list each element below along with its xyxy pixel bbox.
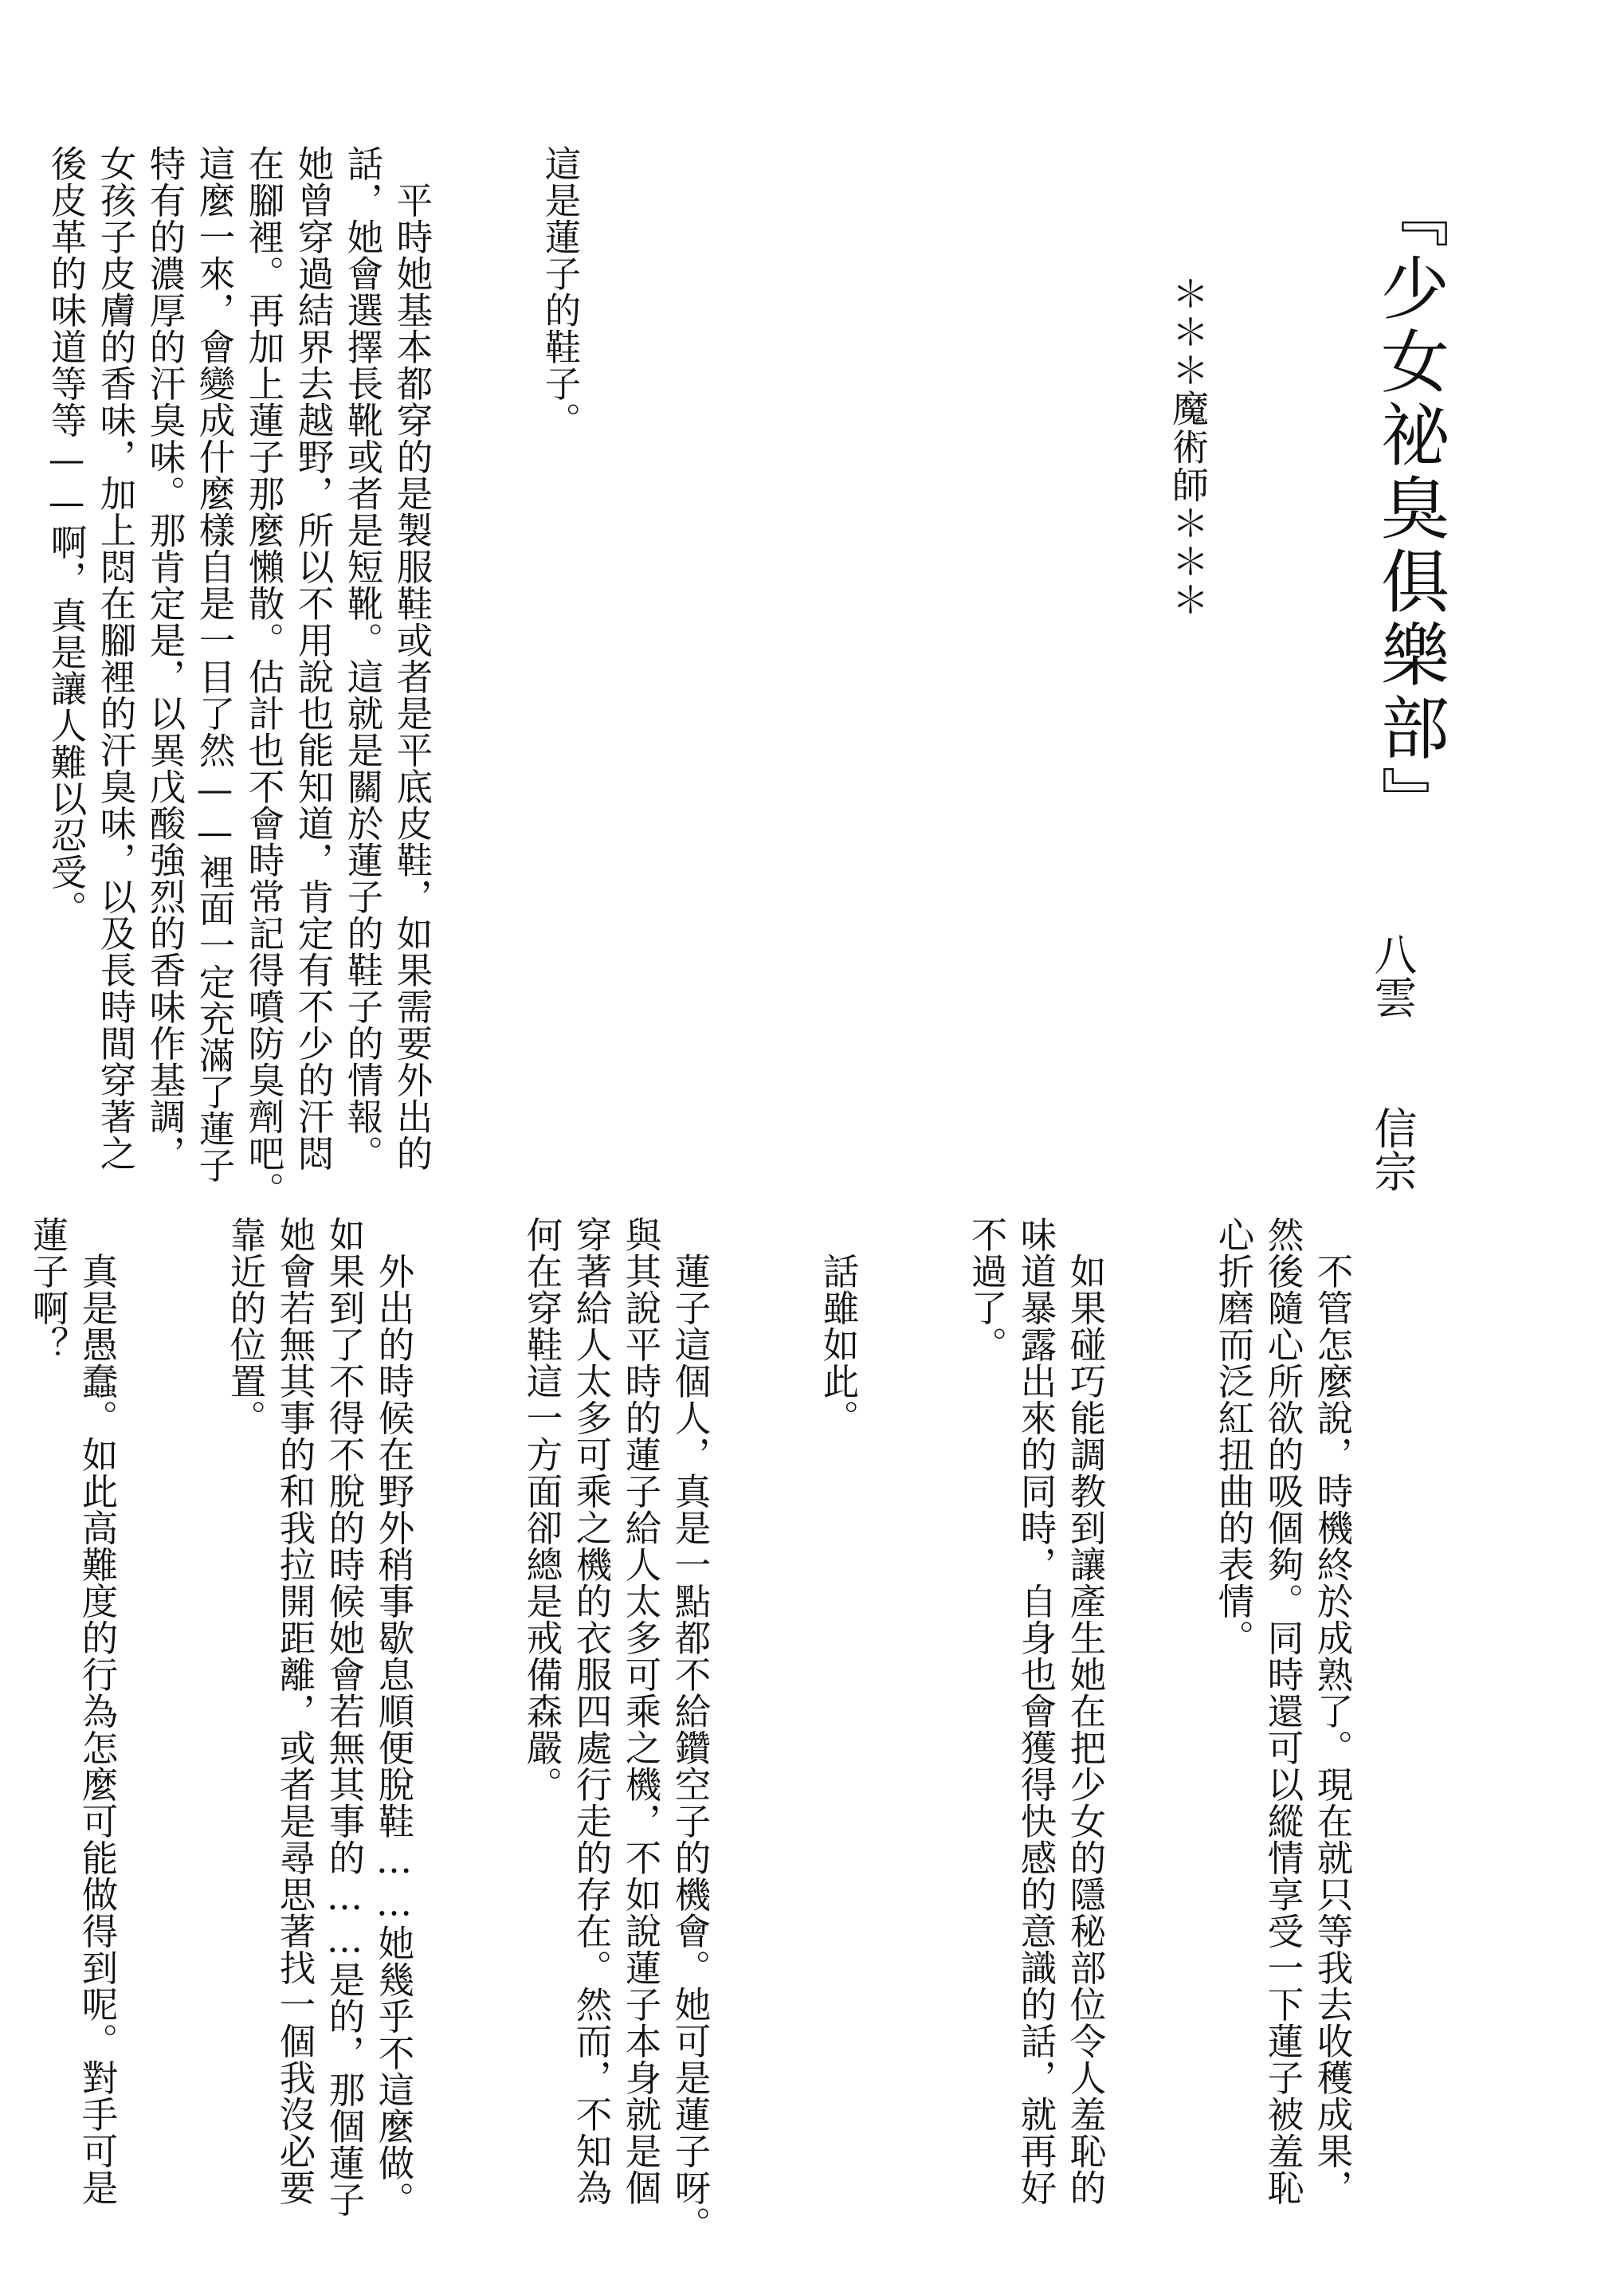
- paragraph: 話雖如此。: [818, 1216, 860, 1436]
- body-column-bottom: [0, 1216, 1456, 2242]
- author-given-name: 信宗: [1367, 1106, 1418, 1192]
- paragraph: 平時她基本都穿的是製服鞋或者是平底皮鞋，如果需要外出的 話，她會選擇長靴或者是短靴。這就是關於蓮子的鞋子的情報。 她曾穿過結界去越野，所以不用說也能知道，肯定有不少的汗悶 在腳裡。再加上蓮子那麼懶散。估計也不會時常記得噴防臭劑吧。 這麼一來，會變成什麼樣自是一目了然——裡面一定充滿了蓮子 特有的濃厚的汗臭味。那肯定是，以異戊酸強烈的香味作基調， 女孩子皮膚的香味，加上悶在腳裡的汗臭味，以及長時間穿著之 後皮革的味道等等——啊，真是讓人難以忍受。: [45, 145, 433, 1208]
- paragraph: 真是愚蠢。如此高難度的行為怎麼可能做得到呢。對手可是 蓮子啊？: [27, 1216, 119, 2206]
- body-column-top: [0, 145, 684, 1208]
- paragraph: 這是蓮子的鞋子。: [539, 145, 582, 438]
- paragraph: 不管怎麼說，時機終於成熟了。現在就只等我去收穫成果， 然後隨心所欲的吸個夠。同時還可以縱情享受一下蓮子被羞恥 心折磨而泛紅扭曲的表情。: [1213, 1216, 1354, 2206]
- author-handle-heading: ＊＊＊魔術師＊＊＊: [1167, 275, 1210, 619]
- author-surname: 八雲: [1367, 932, 1418, 1018]
- author-name: [1367, 932, 1418, 1192]
- paragraph: 如果碰巧能調教到讓產生她在把少女的隱秘部位令人羞恥的 味道暴露出來的同時，自身也會獲得快感的意識的話，就再好 不過了。: [966, 1216, 1107, 2206]
- paragraph: 外出的時候在野外稍事歇息順便脫鞋……她幾乎不這麼做。 如果到了不得不脫的時候她會若無其事的……是的，那個蓮子 她會若無其事的和我拉開距離，或者是尋思著找一個我沒必要 靠近的位置。: [225, 1216, 415, 2218]
- paragraph: 蓮子這個人，真是一點都不給鑽空子的機會。她可是蓮子呀。 與其說平時的蓮子給人太多可乘之機，不如說蓮子本身就是個 穿著給人太多可乘之機的衣服四處行走的存在。然而，不知為 何在穿鞋這一方面卻總是戒備森嚴。: [521, 1216, 712, 2242]
- story-title: 『少女祕臭俱樂部』: [1369, 179, 1449, 839]
